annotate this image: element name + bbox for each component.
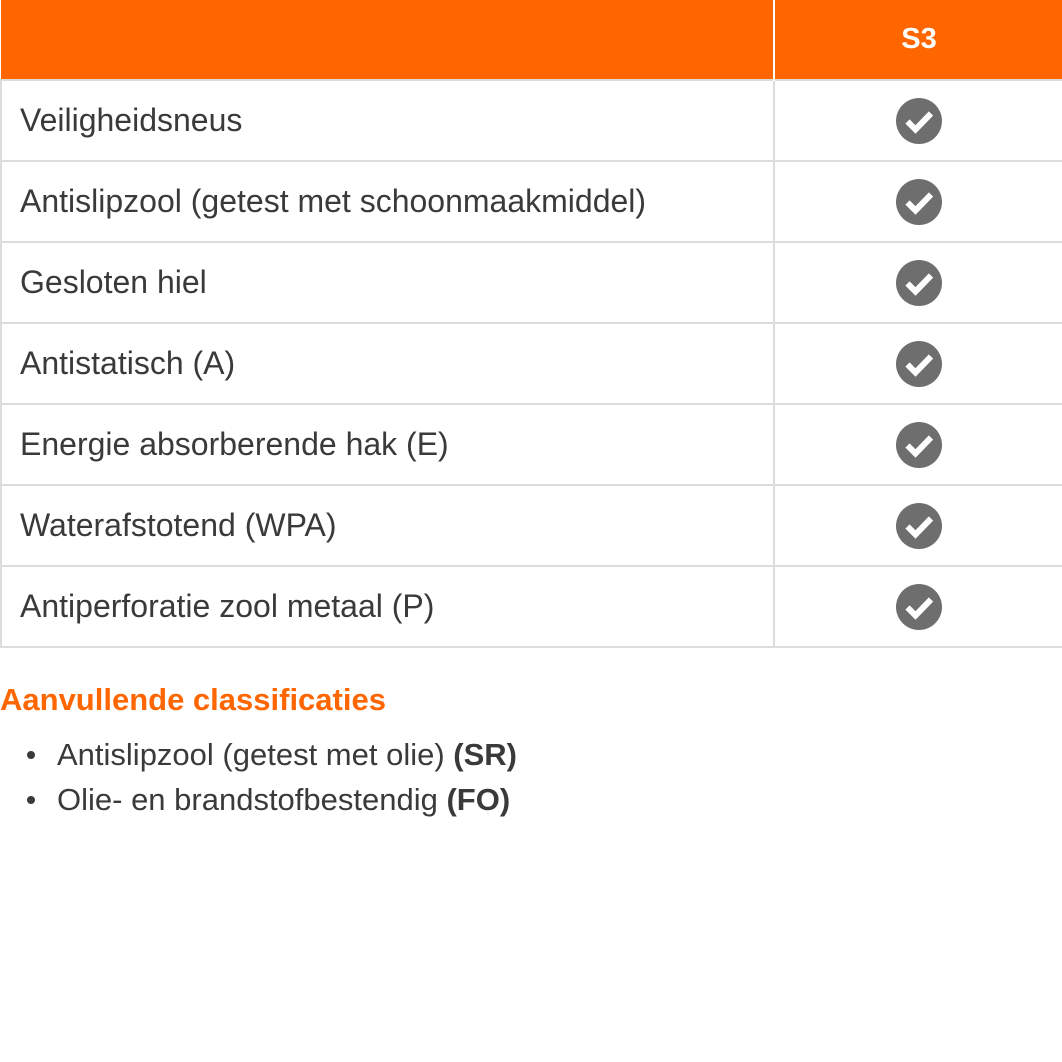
table-row bbox=[1, 323, 1062, 404]
table-row bbox=[1, 404, 1062, 485]
list-item-code: (SR) bbox=[453, 737, 517, 772]
feature-check-cell bbox=[774, 485, 1062, 566]
feature-check-cell bbox=[774, 242, 1062, 323]
list-item-text: Antislipzool (getest met olie) bbox=[57, 737, 454, 772]
bullet-icon bbox=[27, 751, 35, 759]
feature-label: Gesloten hiel bbox=[1, 242, 774, 323]
list-item-code: (FO) bbox=[446, 782, 511, 817]
additional-classifications bbox=[0, 682, 1062, 822]
check-circle-icon bbox=[896, 341, 942, 387]
table-row bbox=[1, 485, 1062, 566]
check-circle-icon bbox=[896, 260, 942, 306]
feature-check-cell bbox=[774, 161, 1062, 242]
check-circle-icon bbox=[896, 179, 942, 225]
feature-check-cell bbox=[774, 323, 1062, 404]
check-circle-icon bbox=[896, 98, 942, 144]
header-class-cell: S3 bbox=[774, 0, 1062, 80]
table-header-row bbox=[1, 0, 1062, 80]
feature-label: Antiperforatie zool metaal (P) bbox=[1, 566, 774, 647]
table-row bbox=[1, 242, 1062, 323]
feature-label: Veiligheidsneus bbox=[1, 80, 774, 161]
feature-label: Antislipzool (getest met schoonmaakmiddel) bbox=[1, 161, 774, 242]
feature-label: Waterafstotend (WPA) bbox=[1, 485, 774, 566]
table-row bbox=[1, 80, 1062, 161]
bullet-icon bbox=[27, 796, 35, 804]
check-circle-icon bbox=[896, 584, 942, 630]
header-feature-cell bbox=[1, 0, 774, 80]
additional-list bbox=[0, 732, 1062, 822]
table-row bbox=[1, 161, 1062, 242]
table-row bbox=[1, 566, 1062, 647]
additional-title: Aanvullende classificaties bbox=[0, 682, 386, 717]
feature-check-cell bbox=[774, 404, 1062, 485]
list-item-text: Olie- en brandstofbestendig bbox=[57, 782, 447, 817]
feature-check-cell bbox=[774, 80, 1062, 161]
feature-label: Energie absorberende hak (E) bbox=[1, 404, 774, 485]
check-circle-icon bbox=[896, 422, 942, 468]
check-circle-icon bbox=[896, 503, 942, 549]
feature-label: Antistatisch (A) bbox=[1, 323, 774, 404]
list-item bbox=[0, 732, 1062, 777]
feature-check-cell bbox=[774, 566, 1062, 647]
list-item bbox=[0, 777, 1062, 822]
